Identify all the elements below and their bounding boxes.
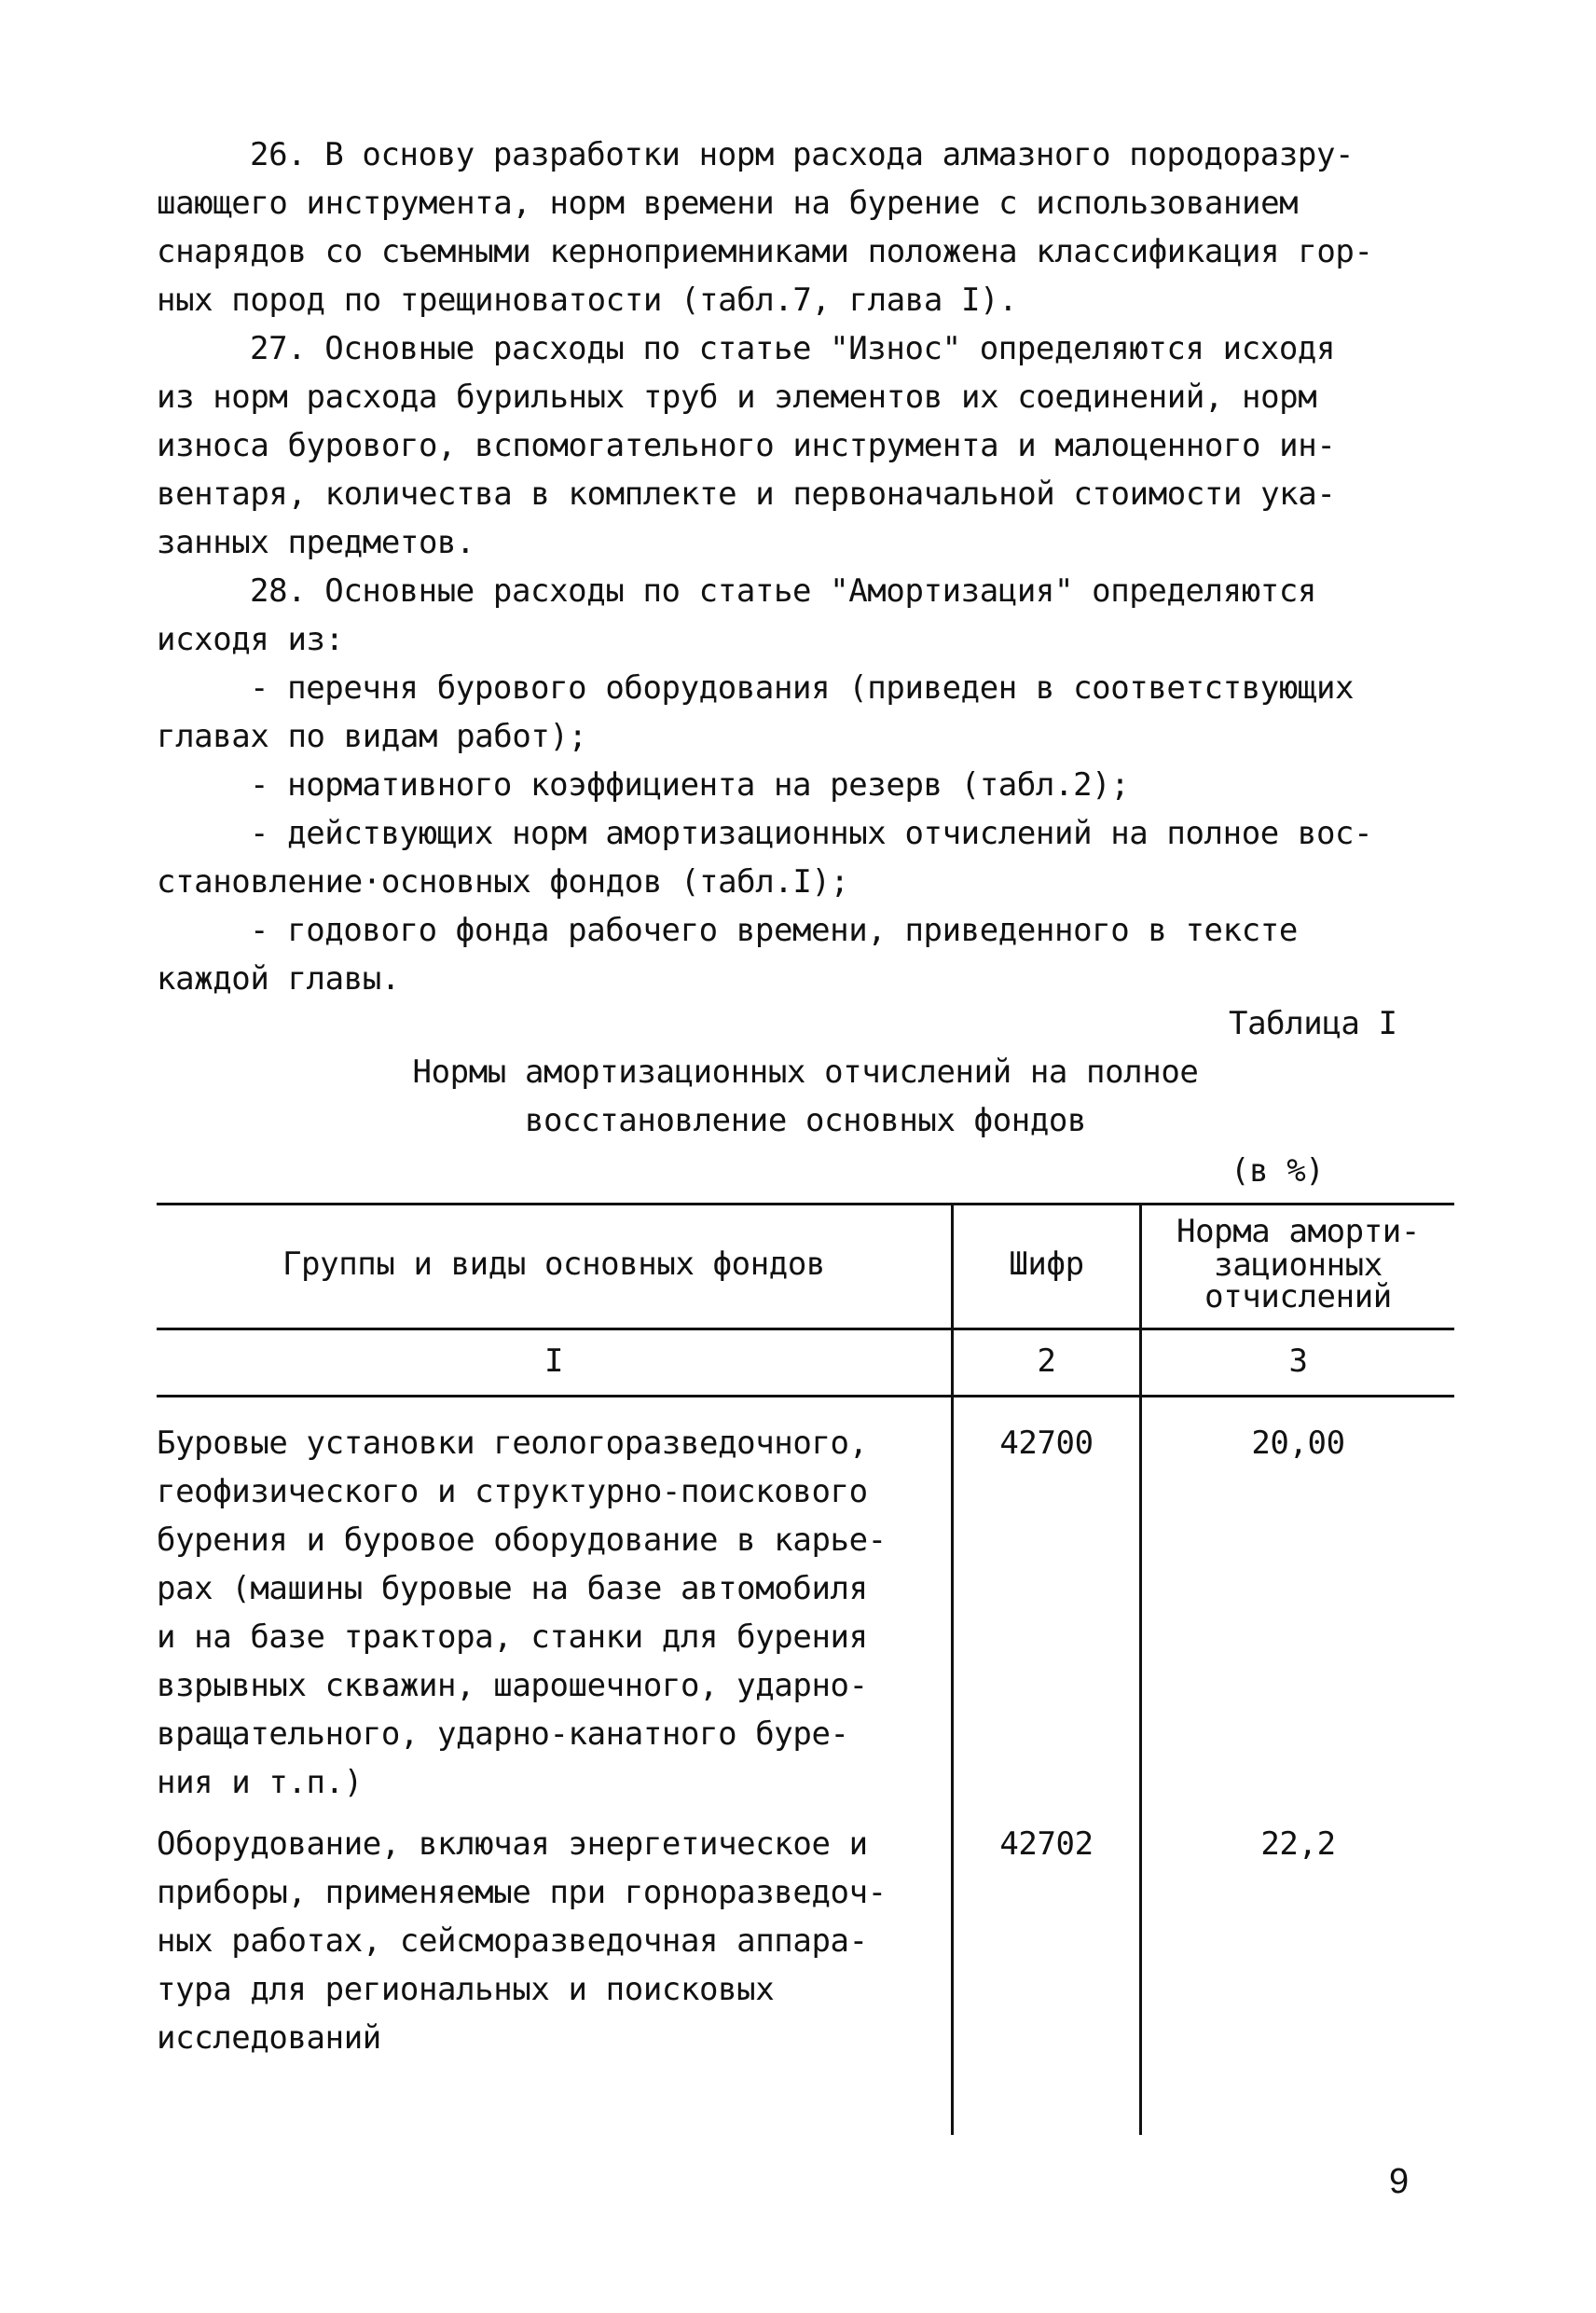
list-item-line: каждой главы. bbox=[157, 960, 400, 998]
list-item-line: - нормативного коэффициента на резерв (табл.2); bbox=[250, 766, 1130, 804]
table-row-text: ния и т.п.) bbox=[157, 1764, 363, 1801]
paragraph-26-line: шающего инструмента, норм времени на бурение с использованием bbox=[157, 185, 1299, 222]
column-number: I bbox=[543, 1342, 564, 1380]
paragraph-27-line: занных предметов. bbox=[157, 524, 475, 561]
table-title: Нормы амортизационных отчислений на полное bbox=[412, 1053, 1199, 1091]
table-row-text: Буровые установки геологоразведочного, bbox=[157, 1425, 868, 1462]
table-header-rule bbox=[157, 1328, 1454, 1330]
column-number: 3 bbox=[1288, 1342, 1308, 1380]
paragraph-27-line: износа бурового, вспомогательного инструмента и малоценного ин- bbox=[157, 427, 1336, 464]
table-unit: (в %) bbox=[1231, 1152, 1325, 1190]
table-row-norm: 20,00 bbox=[1251, 1425, 1345, 1462]
page-number: 9 bbox=[1389, 2162, 1410, 2201]
table-top-rule bbox=[157, 1203, 1454, 1205]
table-row-text: взрывных скважин, шарошечного, ударно- bbox=[157, 1667, 868, 1704]
table-row-text: вращательного, ударно-канатного буре- bbox=[157, 1715, 849, 1753]
paragraph-27-line: 27. Основные расходы по статье "Износ" определяются исходя bbox=[250, 330, 1336, 367]
paragraph-27-line: из норм расхода бурильных труб и элементов их соединений, норм bbox=[157, 379, 1317, 416]
table-row-norm: 22,2 bbox=[1260, 1825, 1336, 1863]
column-number: 2 bbox=[1037, 1342, 1056, 1380]
header-norm: отчислений bbox=[1204, 1278, 1392, 1315]
paragraph-28-line: 28. Основные расходы по статье "Амортизация" определяются bbox=[250, 572, 1316, 610]
list-item-line: - годового фонда рабочего времени, приведенного в тексте bbox=[250, 912, 1298, 949]
table-row-text: и на базе трактора, станки для бурения bbox=[157, 1618, 868, 1656]
table-label: Таблица I bbox=[1229, 1005, 1397, 1042]
paragraph-27-line: вентаря, количества в комплекте и первоначальной стоимости ука- bbox=[157, 475, 1336, 513]
table-row-text: бурения и буровое оборудование в карье- bbox=[157, 1521, 887, 1559]
table-title: восстановление основных фондов bbox=[524, 1102, 1087, 1139]
table-row-text: рах (машины буровые на базе автомобиля bbox=[157, 1570, 868, 1607]
paragraph-28-line: исходя из: bbox=[157, 621, 344, 658]
table-row-text: геофизического и структурно-поискового bbox=[157, 1473, 868, 1510]
paragraph-26-line: 26. В основу разработки норм расхода алмазного породоразру- bbox=[250, 136, 1355, 173]
table-number-rule bbox=[157, 1395, 1454, 1397]
list-item-line: - перечня бурового оборудования (приведен в соответствующих bbox=[250, 669, 1355, 707]
table-row-text: Оборудование, включая энергетическое и bbox=[157, 1825, 868, 1863]
header-norm: зационных bbox=[1214, 1246, 1383, 1284]
table-row-code: 42700 bbox=[999, 1425, 1094, 1462]
list-item-line: становление·основных фондов (табл.I); bbox=[157, 863, 849, 901]
table-row-text: приборы, применяемые при горноразведоч- bbox=[157, 1874, 887, 1911]
list-item-line: - действующих норм амортизационных отчислений на полное вос- bbox=[250, 815, 1373, 852]
header-code: Шифр bbox=[1009, 1246, 1084, 1283]
header-norm: Норма аморти- bbox=[1176, 1213, 1420, 1250]
header-groups: Группы и виды основных фондов bbox=[282, 1246, 826, 1283]
table-row-text: исследований bbox=[157, 2019, 381, 2057]
table-row-text: ных работах, сейсморазведочная аппара- bbox=[157, 1922, 868, 1960]
paragraph-26-line: ных пород по трещиноватости (табл.7, глава I). bbox=[157, 282, 1018, 319]
list-item-line: главах по видам работ); bbox=[157, 718, 587, 755]
table-row-code: 42702 bbox=[999, 1825, 1094, 1863]
table-row-text: тура для региональных и поисковых bbox=[157, 1971, 775, 2008]
paragraph-26-line: снарядов со съемными керноприемниками положена классификация гор- bbox=[157, 233, 1373, 270]
